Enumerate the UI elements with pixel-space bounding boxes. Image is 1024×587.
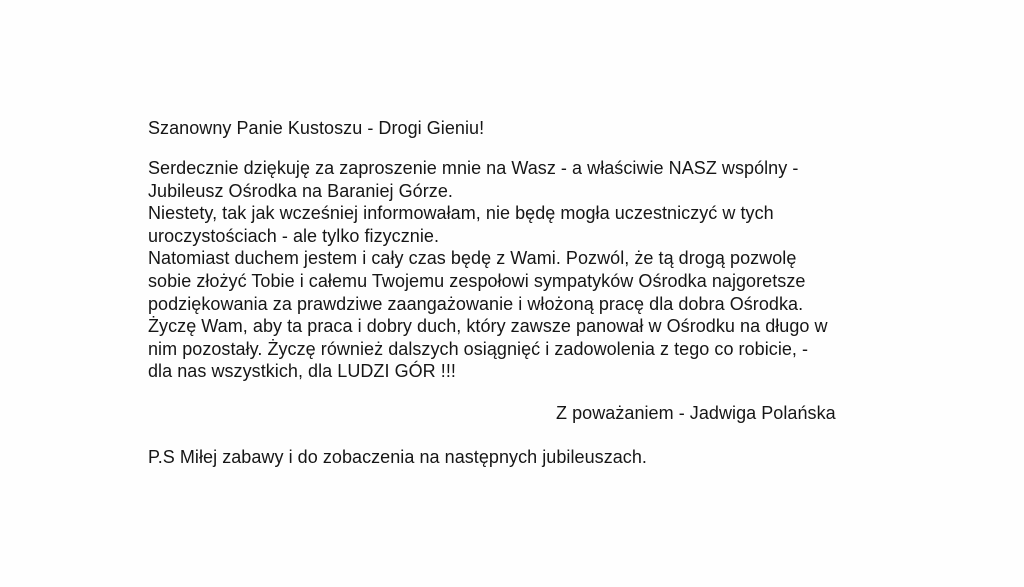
- body-line: Życzę Wam, aby ta praca i dobry duch, który zawsze panował w Ośrodku na długo w: [148, 316, 828, 337]
- body-line: Niestety, tak jak wcześniej informowałam, nie będę mogła uczestniczyć w tych: [148, 203, 774, 224]
- postscript: P.S Miłej zabawy i do zobaczenia na następnych jubileuszach.: [148, 447, 647, 467]
- body-line: Serdecznie dziękuję za zaproszenie mnie na Wasz - a właściwie NASZ wspólny -: [148, 158, 799, 178]
- body-line: Jubileusz Ośrodka na Baraniej Górze.: [148, 180, 453, 201]
- body-line: dla nas wszystkich, dla LUDZI GÓR !!!: [148, 361, 456, 382]
- salutation: Szanowny Panie Kustoszu - Drogi Gieniu!: [148, 118, 485, 138]
- letter-body: [148, 157, 828, 383]
- body-line: nim pozostały. Życzę również dalszych osiągnięć i zadowolenia z tego co robicie, -: [148, 338, 809, 359]
- body-line: podziękowania za prawdziwe zaangażowanie i włożoną pracę dla dobra Ośrodka.: [148, 293, 804, 314]
- closing-signature: Z poważaniem - Jadwiga Polańska: [556, 403, 836, 423]
- body-line: Natomiast duchem jestem i cały czas będę z Wami. Pozwól, że tą drogą pozwolę: [148, 248, 797, 269]
- body-line: uroczystościach - ale tylko fizycznie.: [148, 225, 439, 246]
- body-line: sobie złożyć Tobie i całemu Twojemu zespołowi sympatyków Ośrodka najgoretsze: [148, 270, 806, 291]
